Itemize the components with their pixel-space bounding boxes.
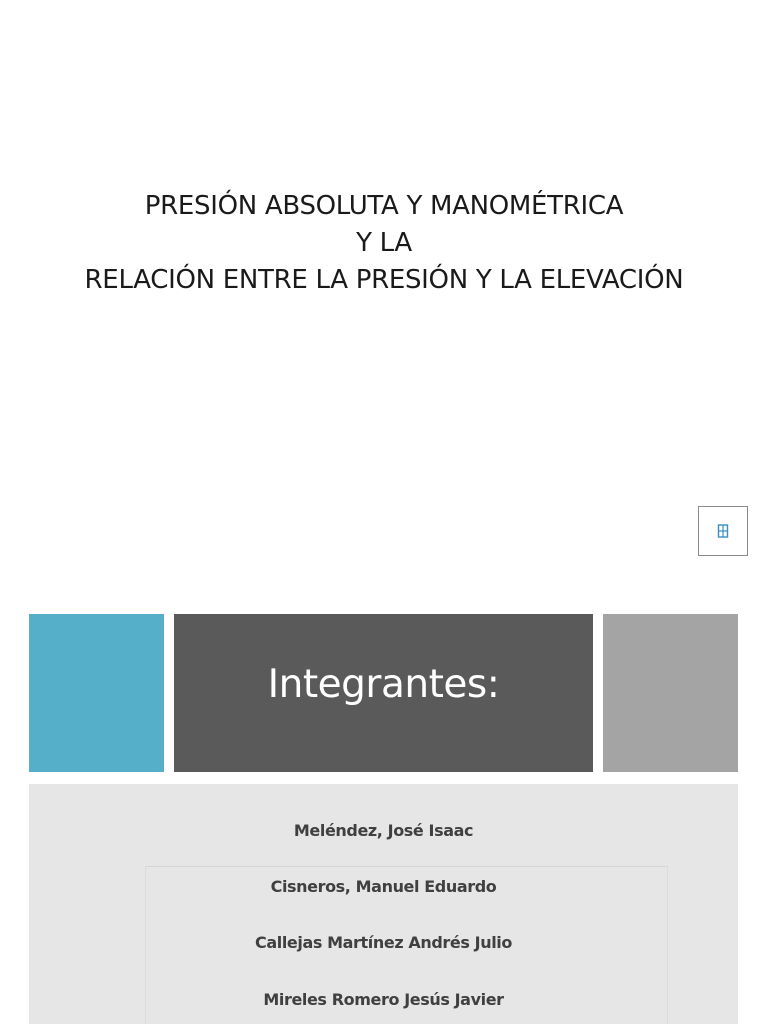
title-line-2: Y LA <box>356 228 412 258</box>
page-view-button[interactable] <box>698 506 748 556</box>
section-header <box>174 614 593 772</box>
member-name-4: Mireles Romero Jesús Javier <box>263 990 504 1009</box>
decorative-blue-tile <box>29 614 164 772</box>
page-icon <box>717 524 729 538</box>
member-name-2: Cisneros, Manuel Eduardo <box>270 877 497 896</box>
member-name-3: Callejas Martínez Andrés Julio <box>255 933 512 952</box>
decorative-gray-tile <box>603 614 738 772</box>
title-line-1: PRESIÓN ABSOLUTA Y MANOMÉTRICA <box>144 191 624 221</box>
member-name-1: Meléndez, José Isaac <box>293 821 474 840</box>
members-panel <box>29 784 738 1024</box>
section-header-label: Integrantes: <box>267 661 500 707</box>
title-line-3: RELACIÓN ENTRE LA PRESIÓN Y LA ELEVACIÓN <box>84 265 684 295</box>
document-title <box>0 188 768 299</box>
